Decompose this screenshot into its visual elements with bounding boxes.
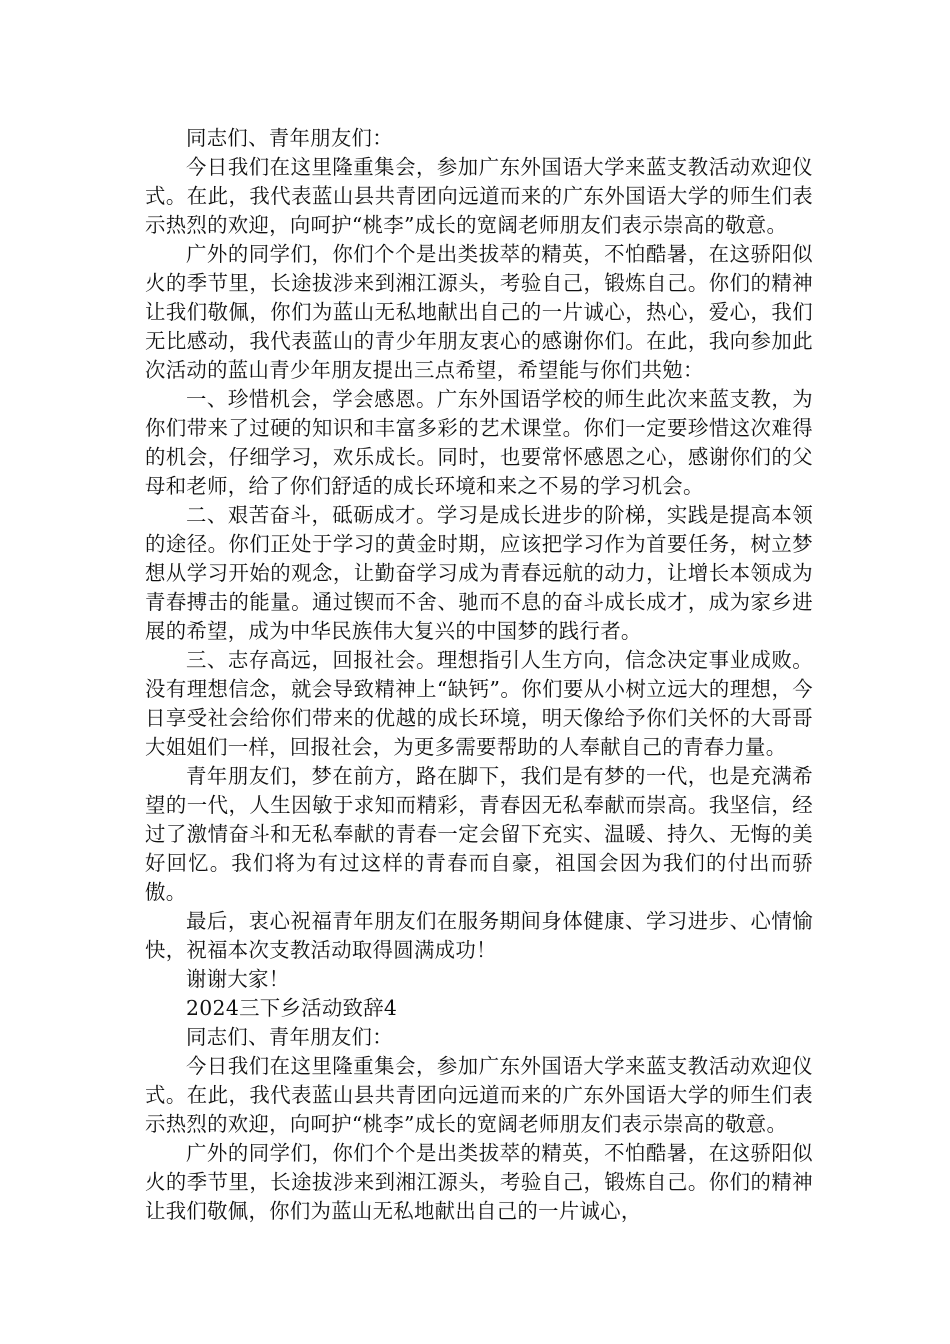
- paragraph-welcome-2: 今日我们在这里隆重集会，参加广东外国语大学来蓝支教活动欢迎仪式。在此，我代表蓝山县共青团向远道而来的广东外国语大学的师生们表示热烈的欢迎，向呵护“桃李”成长的宽阔老师朋友们表示崇高的敬意。: [145, 1054, 813, 1136]
- paragraph-welcome: 今日我们在这里隆重集会，参加广东外国语大学来蓝支教活动欢迎仪式。在此，我代表蓝山县共青团向远道而来的广东外国语大学的师生们表示热烈的欢迎，向呵护“桃李”成长的宽阔老师朋友们表示崇高的敬意。: [145, 155, 813, 237]
- paragraph-students: 广外的同学们，你们个个是出类拔萃的精英，不怕酷暑，在这骄阳似火的季节里，长途拔涉来到湘江源头，考验自己，锻炼自己。你们的精神让我们敬佩，你们为蓝山无私地献出自己的一片诚心，热心，爱心，我们无比感动，我代表蓝山的青少年朋友衷心的感谢你们。在此，我向参加此次活动的蓝山青少年朋友提出三点希望，希望能与你们共勉：: [145, 242, 813, 382]
- section-title: 2024三下乡活动致辞4: [186, 996, 398, 1020]
- document-body: [145, 124, 813, 1226]
- paragraph-students-2: 广外的同学们，你们个个是出类拔萃的精英，不怕酷暑，在这骄阳似火的季节里，长途拔涉来到湘江源头，考验自己，锻炼自己。你们的精神让我们敬佩，你们为蓝山无私地献出自己的一片诚心，: [145, 1141, 813, 1223]
- paragraph-hope-3: 三、志存高远，回报社会。理想指引人生方向，信念决定事业成败。没有理想信念，就会导致精神上“缺钙”。你们要从小树立远大的理想，今日享受社会给你们带来的优越的成长环境，明天像给予你们关怀的大哥哥大姐姐们一样，回报社会，为更多需要帮助的人奉献自己的青春力量。: [145, 648, 813, 759]
- paragraph-hope-2: 二、艰苦奋斗，砥砺成才。学习是成长进步的阶梯，实践是提高本领的途径。你们正处于学习的黄金时期，应该把学习作为首要任务，树立梦想从学习开始的观念，让勤奋学习成为青春远航的动力，让增长本领成为青春搏击的能量。通过锲而不舍、驰而不息的奋斗成长成才，成为家乡进展的希望，成为中华民族伟大复兴的中国梦的践行者。: [145, 503, 813, 643]
- paragraph-thanks: 谢谢大家！: [186, 967, 290, 991]
- paragraph-hope-1: 一、珍惜机会，学会感恩。广东外国语学校的师生此次来蓝支教，为你们带来了过硬的知识和丰富多彩的艺术课堂。你们一定要珍惜这次难得的机会，仔细学习，欢乐成长。同时，也要常怀感恩之心，感谢你们的父母和老师，给了你们舒适的成长环境和来之不易的学习机会。: [145, 387, 813, 498]
- paragraph-closing: 最后，衷心祝福青年朋友们在服务期间身体健康、学习进步、心情愉快，祝福本次支教活动取得圆满成功！: [145, 909, 813, 962]
- paragraph-youth: 青年朋友们，梦在前方，路在脚下，我们是有梦的一代，也是充满希望的一代，人生因敏于求知而精彩，青春因无私奉献而崇高。我坚信，经过了激情奋斗和无私奉献的青春一定会留下充实、温暖、持久、无悔的美好回忆。我们将为有过这样的青春而自豪，祖国会因为我们的付出而骄傲。: [145, 764, 813, 904]
- salutation: 同志们、青年朋友们：: [186, 126, 393, 150]
- salutation-2: 同志们、青年朋友们：: [186, 1025, 393, 1049]
